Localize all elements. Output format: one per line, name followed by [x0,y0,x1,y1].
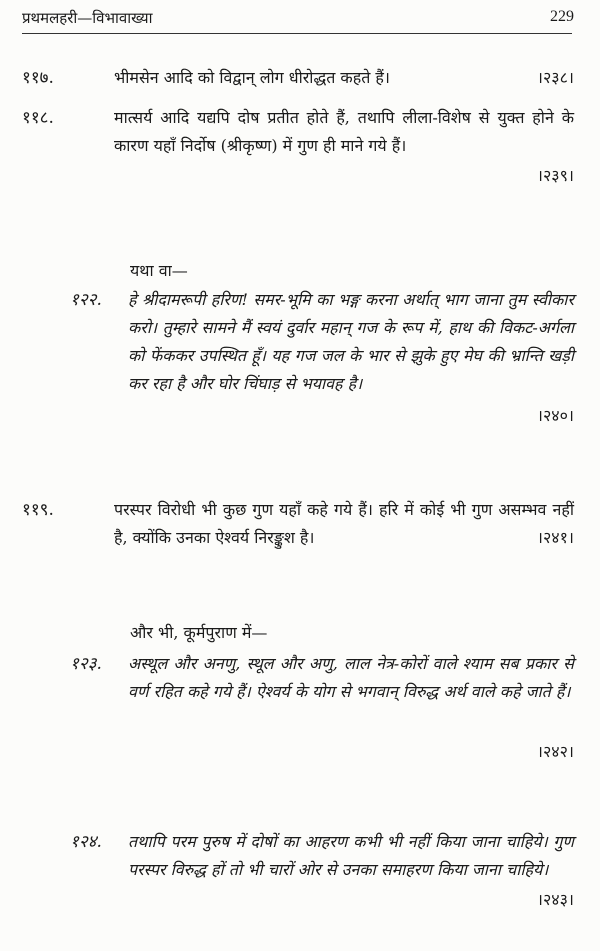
header-rule [22,33,572,34]
entry-text: तथापि परम पुरुष में दोषों का आहरण कभी भी नहीं किया जाना चाहिये। गुण परस्पर विरुद्ध हों तो भी चारों ओर से उनका समाहरण किया जाना चाहिये। [128,832,574,879]
verse-mark: ।२४२। [536,742,574,761]
entry-number: १२३. [70,654,102,674]
verse-mark: ।२३८। [536,68,574,87]
entry-123 [70,650,574,774]
entry-text: भीमसेन आदि को विद्वान् लोग धीरोद्धत कहते हैं। [114,68,390,87]
entry-number: ११९. [22,500,54,520]
entry-text: मात्सर्य आदि यद्यपि दोष प्रतीत होते हैं, तथापि लीला-विशेष से युक्त होने के कारण यहाँ निर्दोष (श्रीकृष्ण) में गुण ही माने गये हैं। [114,108,574,155]
entry-118 [22,104,574,190]
running-title: प्रथमलहरी—विभावाख्या [22,9,153,27]
entry-number: १२४. [70,832,102,852]
verse-mark: ।२३९। [536,166,574,185]
entry-text: हे श्रीदामरूपी हरिण! समर-भूमि का भङ्ग करना अर्थात् भाग जाना तुम स्वीकार करो। तुम्हारे सामने मैं स्वयं दुर्वार महान् गज के रूप में, हाथ की विकट-अर्गला को फेंककर उपस्थित हूँ। यह गज जल के भार से झुके हुए मेघ की भ्रान्ति खड़ी कर रहा है और घोर चिंघाड़ से भयावह है। [128,290,574,393]
entry-number: ११८. [22,108,54,128]
verse-mark: ।२४०। [536,406,574,425]
entry-119 [22,496,574,554]
entry-number: ११७. [22,68,54,88]
verse-mark: ।२४३। [536,890,574,909]
intro-kurmapurana: और भी, कूर्मपुराण में— [130,623,268,642]
intro-yatha-va: यथा वा— [130,261,188,280]
page-number: 229 [550,8,574,25]
entry-117 [22,64,574,94]
entry-text: अस्थूल और अनणु, स्थूल और अणु, लाल नेत्र-कोरों वाले श्याम सब प्रकार से वर्ण रहित कहे गये हैं। ऐश्वर्य के योग से भगवान् विरुद्ध अर्थ वाले कहे जाते हैं। [128,654,574,701]
entry-122 [70,286,574,436]
entry-text: परस्पर विरोधी भी कुछ गुण यहाँ कहे गये हैं। हरि में कोई भी गुण असम्भव नहीं है, क्योंकि उनका ऐश्वर्य निरङ्कुश है। [114,500,574,547]
verse-mark: ।२४१। [536,528,574,547]
page-header [22,6,578,30]
entry-number: १२२. [70,290,102,310]
entry-124 [70,828,574,918]
